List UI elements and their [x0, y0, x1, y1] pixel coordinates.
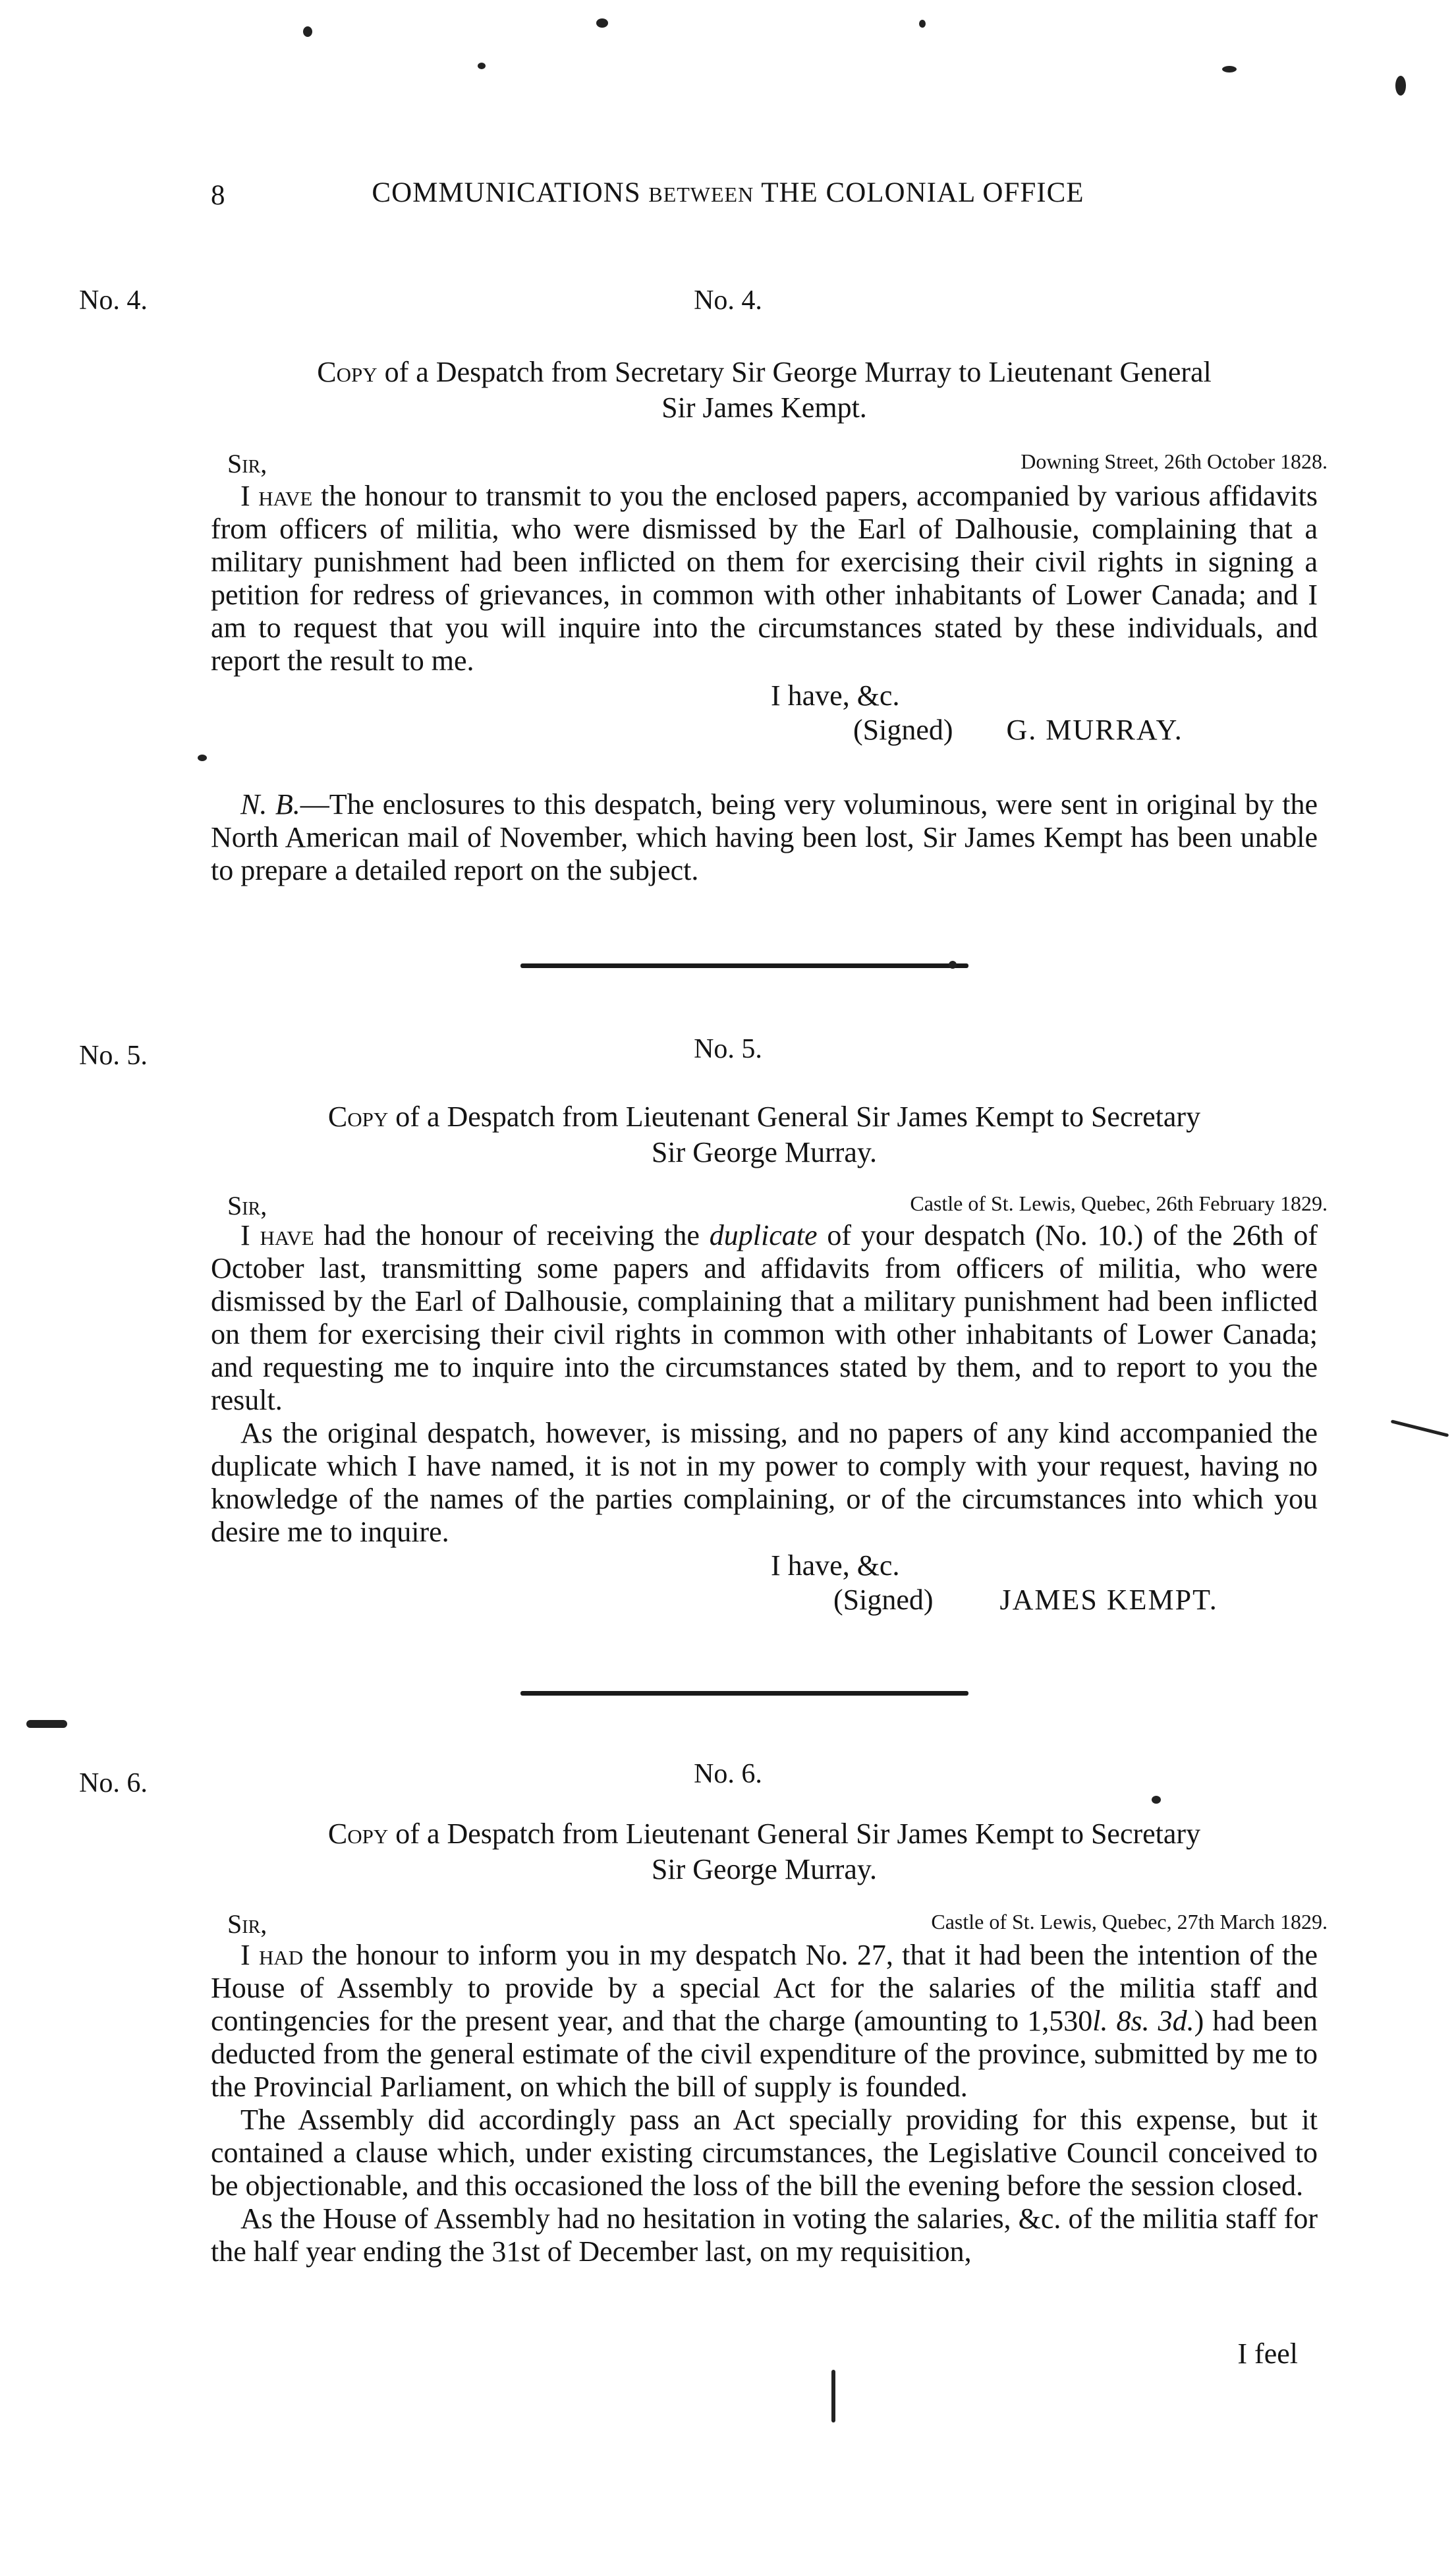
margin-number-4: No. 4. — [79, 285, 148, 316]
speck — [1152, 1796, 1161, 1804]
para-text: the honour to transmit to you the enclosed papers, accompanied by various affidavits from officers of militia, who were dismissed by the Earl of Dalhousie, complaining that a military punishment had been inflicted on them for exercising their civil rights in signing a petition for redress of grievances, in common with other inhabitants of Lower Canada; and I am to request that you will inquire into the circumstances stated by these individuals, and report the result to me. — [211, 480, 1318, 677]
header-title-part2: THE COLONIAL OFFICE — [761, 177, 1084, 208]
signed-label: (Signed) — [833, 1584, 934, 1616]
speck — [831, 2370, 835, 2422]
closing-4: I have, &c. — [771, 679, 900, 712]
paragraph — [211, 1939, 1318, 2104]
salutation-4: Sir, — [227, 449, 267, 478]
signer-name: G. MURRAY. — [1006, 714, 1183, 746]
para-lead: I had — [240, 1939, 304, 1971]
paragraph — [211, 788, 1318, 887]
para-lead: I have — [240, 1219, 314, 1251]
speck — [919, 20, 926, 28]
catchword: I feel — [1237, 2337, 1298, 2370]
section-number-6: No. 6. — [694, 1759, 762, 1789]
nb-label: N. B. — [240, 788, 300, 820]
letter-body-4 — [211, 480, 1318, 677]
paragraph: As the original despatch, however, is missing, and no papers of any kind accompanied the duplicate which I have named, it is not in my power to comply with your request, having no knowledge of the names of the parties complaining, or of the circumstances into which you desire me to inquire. — [211, 1417, 1318, 1548]
signer-name: JAMES KEMPT. — [999, 1584, 1218, 1616]
desc-line2: Sir George Murray. — [651, 1853, 878, 1885]
place-date-5: Castle of St. Lewis, Quebec, 26th February 1829. — [910, 1191, 1328, 1215]
despatch-description-4 — [211, 355, 1318, 426]
salutation-5: Sir, — [227, 1191, 267, 1220]
para-emphasis: duplicate — [709, 1219, 818, 1251]
para-emphasis: l. 8s. 3d. — [1092, 2005, 1194, 2037]
para-text: ) had been deducted from the general estimate of the civil expenditure of the province, submitted by me to the Provincial Parliament, on which the bill of supply is founded. — [211, 2005, 1318, 2103]
section-divider — [520, 963, 968, 968]
speck — [949, 961, 957, 969]
margin-number-6: No. 6. — [79, 1768, 148, 1798]
header-title-between: BETWEEN — [648, 183, 754, 206]
desc-line1: of a Despatch from Lieutenant General Sir James Kempt to Secretary — [388, 1101, 1201, 1133]
speck — [1391, 1419, 1449, 1437]
signature-5 — [833, 1583, 1218, 1617]
desc-lead: Copy — [327, 1818, 389, 1850]
despatch-description-5 — [211, 1099, 1318, 1170]
desc-line2: Sir George Murray. — [651, 1136, 878, 1168]
speck — [1222, 66, 1237, 72]
speck — [1395, 76, 1406, 96]
salutation-6: Sir, — [227, 1909, 267, 1939]
section-number-5: No. 5. — [694, 1034, 762, 1064]
place-date-4: Downing Street, 26th October 1828. — [1021, 449, 1328, 473]
paragraph — [211, 480, 1318, 677]
desc-line2: Sir James Kempt. — [661, 391, 867, 424]
letter-body-5 — [211, 1219, 1318, 1549]
para-text: the honour to inform you in my despatch No. 27, that it had been the intention of the House of Assembly to provide by a special Act for the salaries of the militia staff and contingencies for the present year, and that the charge (amounting to 1,530 — [211, 1939, 1318, 2037]
speck — [303, 26, 312, 37]
para-lead: I have — [240, 480, 313, 512]
despatch-description-6 — [211, 1816, 1318, 1887]
letter-body-6 — [211, 1939, 1318, 2268]
signature-4 — [853, 713, 1183, 747]
para-text: had the honour of receiving the — [314, 1219, 710, 1251]
desc-line1: of a Despatch from Secretary Sir George Murray to Lieutenant General — [377, 356, 1212, 388]
paragraph: The Assembly did accordingly pass an Act specially providing for this expense, but it contained a clause which, under existing circumstances, the Legislative Council conceived to be objectionable, and this occasioned the loss of the bill the evening before the session closed. — [211, 2104, 1318, 2202]
paragraph: As the House of Assembly had no hesitation in voting the salaries, &c. of the militia staff for the half year ending the 31st of December last, on my requisition, — [211, 2202, 1318, 2268]
signed-label: (Signed) — [853, 714, 953, 746]
speck — [596, 18, 608, 28]
desc-lead: Copy — [327, 1101, 389, 1133]
header-title-part1: COMMUNICATIONS — [372, 177, 641, 208]
speck — [26, 1720, 67, 1728]
margin-number-5: No. 5. — [79, 1041, 148, 1071]
para-text: of your despatch (No. 10.) of the 26th of October last, transmitting some papers and affidavits from officers of militia, who were dismissed by the Earl of Dalhousie, complaining that a military punishment had been inflicted on them for exercising their civil rights in common with other inhabitants of Lower Canada; and requesting me to inquire into the circumstances stated by them, and to report to you the result. — [211, 1219, 1318, 1416]
desc-line1: of a Despatch from Lieutenant General Sir James Kempt to Secretary — [388, 1818, 1201, 1850]
paragraph — [211, 1219, 1318, 1417]
nota-bene-4 — [211, 788, 1318, 887]
desc-lead: Copy — [317, 356, 378, 388]
place-date-6: Castle of St. Lewis, Quebec, 27th March 1829. — [931, 1910, 1328, 1934]
section-number-4: No. 4. — [694, 285, 762, 316]
closing-5: I have, &c. — [771, 1549, 900, 1582]
page-number: 8 — [211, 180, 225, 211]
nb-text: —The enclosures to this despatch, being very voluminous, were sent in original by the North American mail of November, which having been lost, Sir James Kempt has been unable to prepare a detailed report on the subject. — [211, 788, 1318, 886]
section-divider — [520, 1691, 968, 1696]
header-title — [0, 177, 1456, 209]
speck — [478, 63, 486, 69]
speck — [198, 755, 207, 761]
